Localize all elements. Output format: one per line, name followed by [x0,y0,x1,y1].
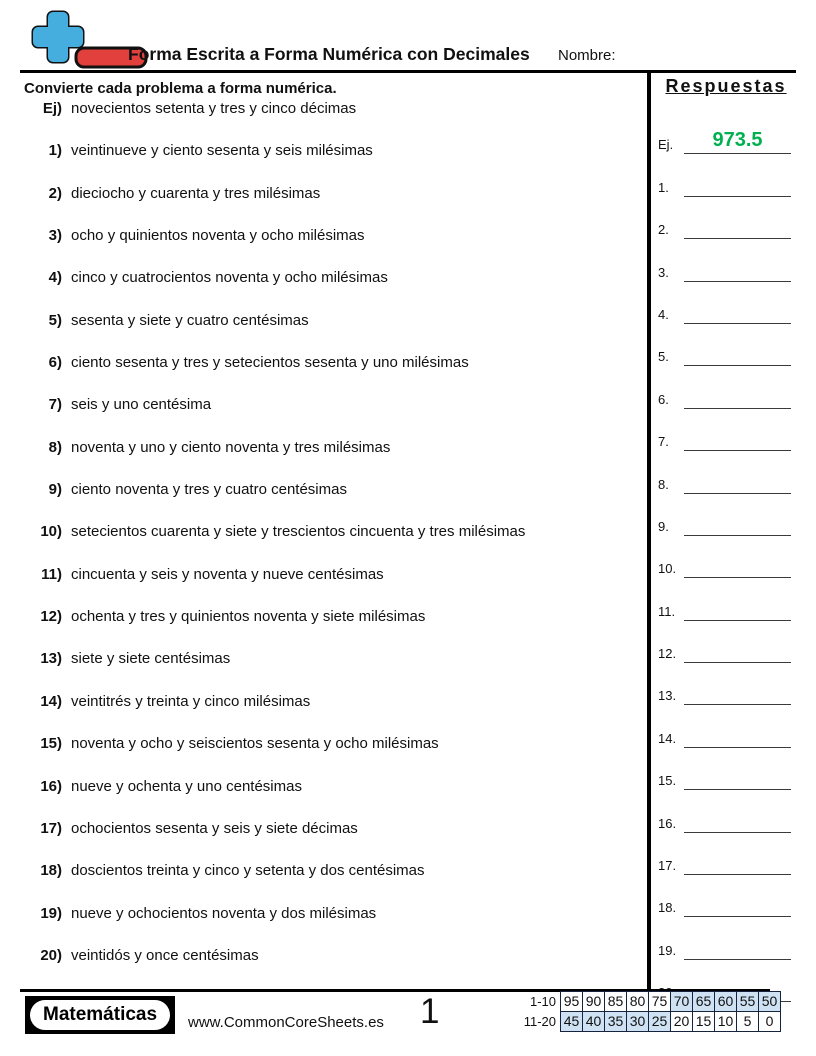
answer-blank[interactable] [684,535,791,536]
problem-number: 19) [40,904,62,922]
problem-text: dieciocho y cuarenta y tres milésimas [71,184,321,202]
problem-number: 15) [40,735,62,753]
answer-blank[interactable] [684,874,791,875]
problem-row [24,226,639,268]
answer-number: 6. [658,391,669,407]
score-cell: 0 [758,1011,781,1032]
score-cell: 5 [736,1011,759,1032]
problem-text: cincuenta y seis y noventa y nueve centésimas [71,565,384,583]
answer-row [656,579,796,621]
problem-text: nueve y ochocientos noventa y dos milésimas [71,904,377,922]
answer-row [656,367,796,409]
answer-row [656,537,796,579]
problem-number: 7) [48,396,62,414]
score-cell: 35 [604,1011,627,1032]
score-cell: 20 [670,1011,693,1032]
answer-number: 13. [658,688,677,704]
answer-row [656,283,796,325]
score-cell: 55 [736,991,759,1012]
problem-number: Ej) [42,100,62,117]
answer-row [656,664,796,706]
answer-blank[interactable] [684,662,791,663]
problem-row [24,522,639,564]
answer-blank[interactable] [684,323,791,324]
problem-row [24,819,639,861]
score-row-label: 1-10 [529,994,556,1009]
problem-text: ochenta y tres y quinientos noventa y siete milésimas [71,608,426,626]
problem-row [24,649,639,691]
problem-number: 9) [48,481,62,499]
score-cell: 50 [758,991,781,1012]
answer-number: 2. [658,222,669,238]
problem-row [24,480,639,522]
answer-blank[interactable] [684,959,791,960]
answer-row [656,749,796,791]
problem-text: siete y siete centésimas [71,650,231,668]
score-cell: 85 [604,991,627,1012]
score-cell: 65 [692,991,715,1012]
score-cell: 95 [560,991,583,1012]
problem-text: ocho y quinientos noventa y ocho milésimas [71,227,365,245]
answer-blank[interactable] [684,832,791,833]
problem-text: noventa y ocho y seiscientos sesenta y ocho milésimas [71,735,439,753]
score-cell: 45 [560,1011,583,1032]
answer-row [656,706,796,748]
problem-row [24,607,639,649]
answer-number: 7. [658,434,669,450]
problem-number: 10) [40,523,62,541]
score-cell: 60 [714,991,737,1012]
problem-number: 17) [40,819,62,837]
website-text: www.CommonCoreSheets.es [188,1014,384,1031]
answer-number: 4. [658,306,669,322]
answer-number: 1. [658,179,669,195]
score-cell: 80 [626,991,649,1012]
problem-text: sesenta y siete y cuatro centésimas [71,311,309,329]
problem-number: 1) [48,142,62,160]
problem-text: veintitrés y treinta y cinco milésimas [71,692,311,710]
problem-text: ochocientos sesenta y seis y siete décimas [71,819,358,837]
answer-blank[interactable] [684,493,791,494]
answer-row [656,622,796,664]
problem-text: ciento sesenta y tres y setecientos sesenta y uno milésimas [71,354,469,372]
problem-text: cinco y cuatrocientos noventa y ocho milésimas [71,269,388,287]
problem-text: veintinueve y ciento sesenta y seis milésimas [71,142,373,160]
score-row [520,991,781,1012]
problem-row [24,184,639,226]
score-table [520,991,781,1032]
problem-row [24,311,639,353]
problem-number: 14) [40,692,62,710]
answer-number: 3. [658,264,669,280]
problem-row [24,777,639,819]
page-number: 1 [420,992,440,1031]
score-row [520,1011,781,1032]
problem-row [24,692,639,734]
score-row-label: 11-20 [523,1014,556,1029]
example-answer-value: 973.5 [712,129,763,152]
subject-badge-label: Matemáticas [30,1000,170,1030]
answers-list [656,113,796,1003]
problem-text: veintidós y once centésimas [71,946,259,964]
answer-blank[interactable] [684,916,791,917]
score-cell: 15 [692,1011,715,1032]
answer-blank[interactable] [684,747,791,748]
answer-blank[interactable] [684,196,791,197]
problem-number: 18) [40,862,62,880]
problem-row [24,141,639,183]
problem-row [24,946,639,988]
problem-number: 13) [40,650,62,668]
answer-number: Ej. [658,137,674,153]
problem-row [24,395,639,437]
answer-row [656,325,796,367]
problem-row [24,353,639,395]
answer-row [656,198,796,240]
problem-number: 4) [48,269,62,287]
answer-row [656,410,796,452]
problem-text: doscientos treinta y cinco y setenta y dos centésimas [71,862,425,880]
problems-list [24,99,639,988]
problem-number: 20) [40,946,62,964]
answer-blank[interactable] [684,450,791,451]
answers-divider [647,72,651,989]
answer-number: 9. [658,518,669,534]
answer-number: 17. [658,858,677,874]
answer-row [656,113,796,155]
answer-blank[interactable] [684,704,791,705]
problem-text: novecientos setenta y tres y cinco décimas [71,100,357,117]
answer-blank[interactable] [684,577,791,578]
answer-number: 15. [658,773,677,789]
problem-row [24,99,639,141]
answers-title: Respuestas [665,76,787,96]
answer-number: 10. [658,561,677,577]
problem-number: 16) [40,777,62,795]
score-cell: 90 [582,991,605,1012]
problem-row [24,565,639,607]
answer-blank[interactable] [684,620,791,621]
problem-row [24,861,639,903]
answer-row [656,452,796,494]
answer-blank[interactable] [684,281,791,282]
problem-number: 5) [48,311,62,329]
problem-number: 8) [48,438,62,456]
problem-text: nueve y ochenta y uno centésimas [71,777,302,795]
answer-row [656,918,796,960]
problem-number: 2) [48,184,62,202]
answers-panel [656,76,796,1003]
problem-number: 3) [48,227,62,245]
answer-row [656,791,796,833]
answer-number: 12. [658,646,677,662]
answer-row [656,240,796,282]
problem-row [24,734,639,776]
answer-number: 18. [658,900,677,916]
problem-text: setecientos cuarenta y siete y trescientos cincuenta y tres milésimas [71,523,526,541]
score-cell: 30 [626,1011,649,1032]
problem-row [24,268,639,310]
problem-text: noventa y uno y ciento noventa y tres milésimas [71,438,391,456]
answer-number: 19. [658,942,677,958]
name-label: Nombre: [558,47,616,64]
problem-row [24,438,639,480]
score-cell: 75 [648,991,671,1012]
answer-number: 11. [658,603,676,619]
problem-number: 6) [48,354,62,372]
problem-text: seis y uno centésima [71,396,212,414]
answer-number: 14. [658,730,677,746]
score-cell: 40 [582,1011,605,1032]
instruction-text: Convierte cada problema a forma numérica. [24,80,337,97]
problem-number: 12) [40,608,62,626]
answer-blank[interactable] [684,408,791,409]
score-cell: 25 [648,1011,671,1032]
problem-row [24,904,639,946]
problem-number: 11) [41,565,62,583]
answer-number: 16. [658,815,677,831]
subject-badge [25,996,175,1034]
answer-blank [684,153,791,154]
answer-blank[interactable] [684,365,791,366]
page-title: Forma Escrita a Forma Numérica con Decimales [128,44,530,64]
answer-number: 8. [658,476,669,492]
answer-blank[interactable] [684,238,791,239]
answer-row [656,834,796,876]
header-rule [20,70,796,73]
answer-number: 5. [658,349,669,365]
score-cell: 70 [670,991,693,1012]
answer-row [656,876,796,918]
answer-row [656,495,796,537]
answer-row [656,155,796,197]
problem-text: ciento noventa y tres y cuatro centésimas [71,481,347,499]
answer-blank[interactable] [684,789,791,790]
score-cell: 10 [714,1011,737,1032]
